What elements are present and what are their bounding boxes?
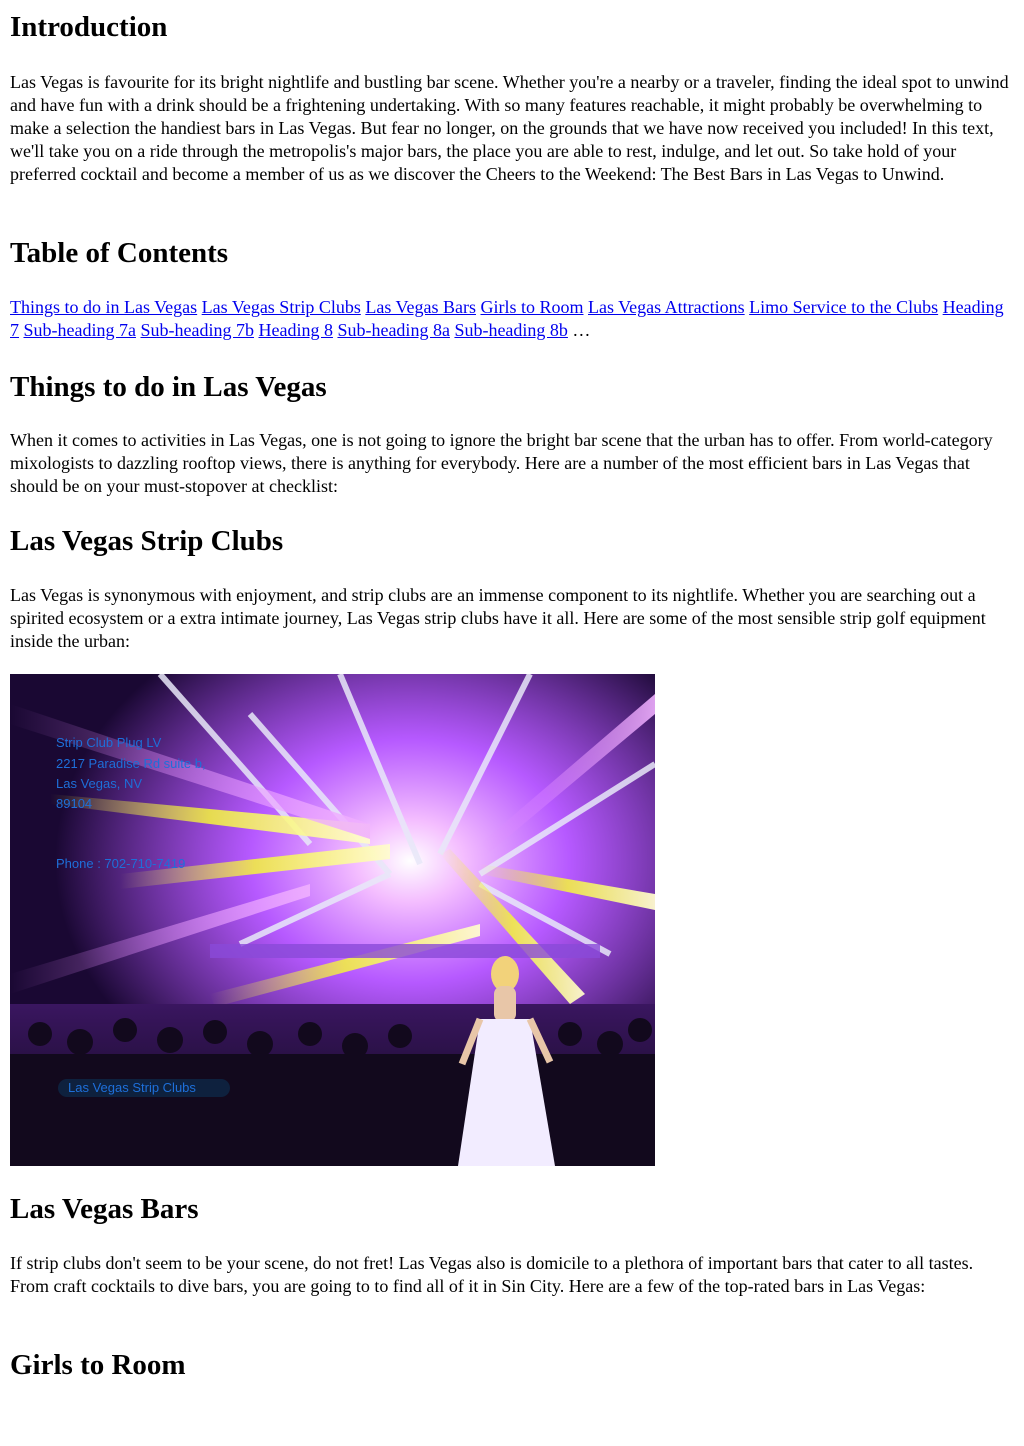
nightclub-photo (10, 674, 655, 1166)
toc-link-sub-heading-8a[interactable]: Sub-heading 8a (337, 320, 450, 340)
stage-edge (210, 944, 600, 958)
toc-link-bars[interactable]: Las Vegas Bars (365, 297, 476, 317)
heading-introduction: Introduction (10, 11, 168, 43)
toc-link-sub-heading-7b[interactable]: Sub-heading 7b (140, 320, 254, 340)
paragraph-introduction: Las Vegas is favourite for its bright nightlife and bustling bar scene. Whether you're a nearby or a traveler, finding the ideal spot to unwind and have fun with a drink should be a frightening undertaking. With so many features reachable, it might probably be overwhelming to make a selection the handiest bars in Las Vegas. But fear no longer, on the grounds that we have now received you included! In this text, we'll take you on a ride through the metropolis's major bars, the place you are able to rest, indulge, and let out. So take hold of your preferred cocktail and become a member of us as we discover the Cheers to the Weekend: The Best Bars in Las Vegas to Unwind. (10, 72, 1009, 184)
overlay-line-2: 2217 Paradise Rd suite b, (56, 756, 206, 771)
paragraph-things-to-do: When it comes to activities in Las Vegas, one is not going to ignore the bright bar scene that the urban has to offer. From world-category mixologists to dazzling rooftop views, there is anything for everybody. Here are a number of the most efficient bars in Las Vegas that should be on your must-stopover at checklist: (10, 430, 993, 496)
toc-link-heading-7[interactable]: Heading 7 (10, 297, 1004, 340)
overlay-phone: Phone : 702-710-7419 (56, 856, 186, 871)
overlay-line-3: Las Vegas, NV (56, 776, 142, 791)
paragraph-bars: If strip clubs don't seem to be your scene, do not fret! Las Vegas also is domicile to a plethora of important bars that cater to all tastes. From craft cocktails to dive bars, you are going to to find all of it in Sin City. Here are a few of the top-rated bars in Las Vegas: (10, 1253, 974, 1296)
toc-link-sub-heading-7a[interactable]: Sub-heading 7a (23, 320, 136, 340)
overlay-line-1: Strip Club Plug LV (56, 735, 162, 750)
paragraph-strip-clubs: Las Vegas is synonymous with enjoyment, and strip clubs are an immense component to its nightlife. Whether you are searching out a spirited ecosystem or a extra intimate journey, Las Vegas strip clubs have it all. Here are some of the most sensible strip golf equipment inside the urban: (10, 585, 986, 651)
toc-link-attractions[interactable]: Las Vegas Attractions (588, 297, 745, 317)
heading-table-of-contents: Table of Contents (10, 237, 229, 269)
heading-strip-clubs: Las Vegas Strip Clubs (10, 525, 284, 557)
toc-link-sub-heading-8b[interactable]: Sub-heading 8b (454, 320, 568, 340)
toc-link-girls-to-room[interactable]: Girls to Room (480, 297, 584, 317)
heading-bars: Las Vegas Bars (10, 1193, 199, 1225)
badge-text: Las Vegas Strip Clubs (68, 1080, 196, 1095)
toc-link-limo-service[interactable]: Limo Service to the Clubs (749, 297, 939, 317)
heading-things-to-do: Things to do in Las Vegas (10, 371, 327, 403)
heading-girls-to-room: Girls to Room (10, 1349, 186, 1381)
badge-overlay (58, 1079, 230, 1097)
toc-link-things-to-do[interactable]: Things to do in Las Vegas (10, 297, 198, 317)
overlay-line-4: 89104 (56, 796, 93, 811)
nightclub-illustration (10, 674, 655, 1166)
toc-ellipsis: … (572, 320, 591, 340)
table-of-contents (10, 296, 1014, 342)
toc-link-heading-8[interactable]: Heading 8 (258, 320, 333, 340)
toc-link-strip-clubs[interactable]: Las Vegas Strip Clubs (201, 297, 361, 317)
